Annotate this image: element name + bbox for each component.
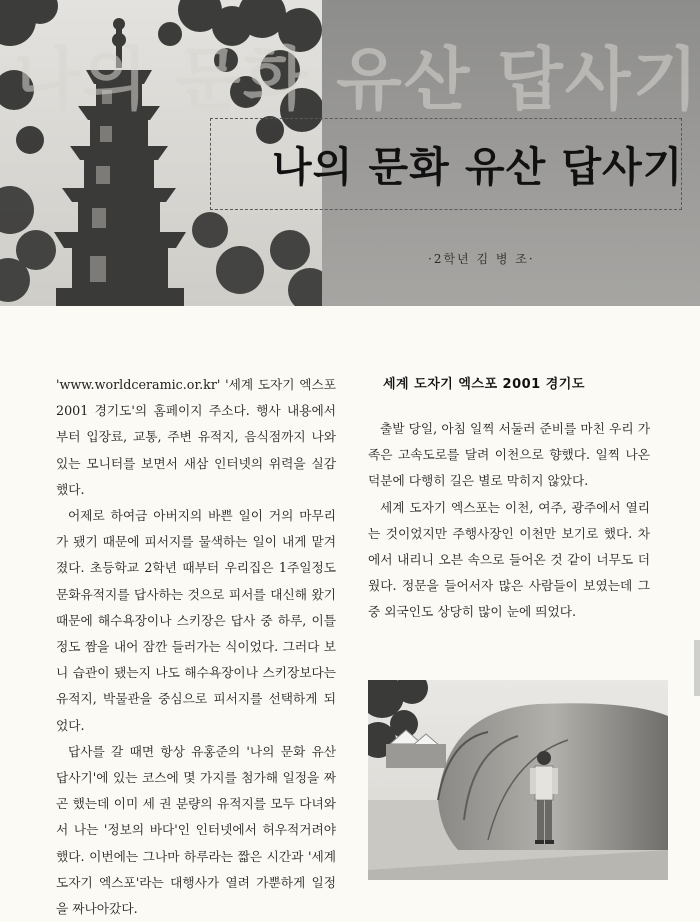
paragraph: 세계 도자기 엑스포는 이천, 여주, 광주에서 열리는 것이었지만 주행사장인 이천만 보기로 했다. 차에서 내리니 오븐 속으로 들어온 것 같이 너무도 더웠다. 정문을 들어서자 많은 사람들이 보였는데 그 중 외국인도 상당히 많이 눈에 띄었다. bbox=[368, 499, 650, 620]
paragraph: 출발 당일, 아침 일찍 서둘러 준비를 마친 우리 가족은 고속도로를 달려 이천으로 향했다. 일찍 나온 덕분에 다행히 길은 별로 막히지 않았다. bbox=[368, 421, 650, 489]
expo-photo-illustration bbox=[368, 680, 668, 880]
paragraph: 어제로 하여금 아버지의 바쁜 일이 거의 마무리가 됐기 때문에 피서지를 물색하는 일이 내게 맡겨졌다. 초등학교 2학년 때부터 우리집은 1주일정도 문화유적지를 답사하는 것으로 피서를 대신해 왔기 때문에 해수욕장이나 스키장은 답사 중 하루, 이틀 정도 짬을 내어 잠깐 들러가는 식이었다. 그러다 보니 습관이 됐는지 나도 해수욕장이나 스키장보다는 유적지, 박물관을 중심으로 피서지를 선택하게 되었다. bbox=[56, 508, 336, 733]
background-title: 나의 문화 유산 답사기 bbox=[14, 41, 700, 120]
expo-photo bbox=[368, 680, 668, 880]
paragraph: 'www.worldceramic.or.kr' '세계 도자기 엑스포 2001 경기도'의 홈페이지 주소다. 행사 내용에서부터 입장료, 교통, 주변 유적지, 음식점까지 나와있는 모니터를 보면서 새삼 인터넷의 위력을 실감했다. bbox=[56, 377, 336, 497]
header-banner bbox=[0, 0, 700, 306]
left-column bbox=[56, 372, 336, 922]
page-edge-mark bbox=[694, 640, 700, 696]
right-column bbox=[368, 416, 650, 626]
page-title: 나의 문화 유산 답사기 bbox=[272, 143, 684, 191]
section-heading: 세계 도자기 엑스포 2001 경기도 bbox=[383, 377, 585, 392]
author-line: ·2학년 김 병 조· bbox=[428, 252, 535, 266]
paragraph: 답사를 갈 때면 항상 유홍준의 '나의 문화 유산 답사기'에 있는 코스에 몇 가지를 첨가해 일정을 짜곤 했는데 이미 세 권 분량의 유적지를 모두 다녀와서 나는 '정보의 바다'인 인터넷에서 허우적거려야 했다. 이번에는 그나마 하루라는 짧은 시간과 '세계 도자기 엑스포'라는 대행사가 열려 가뿐하게 일정을 짜나아갔다. bbox=[56, 743, 336, 917]
